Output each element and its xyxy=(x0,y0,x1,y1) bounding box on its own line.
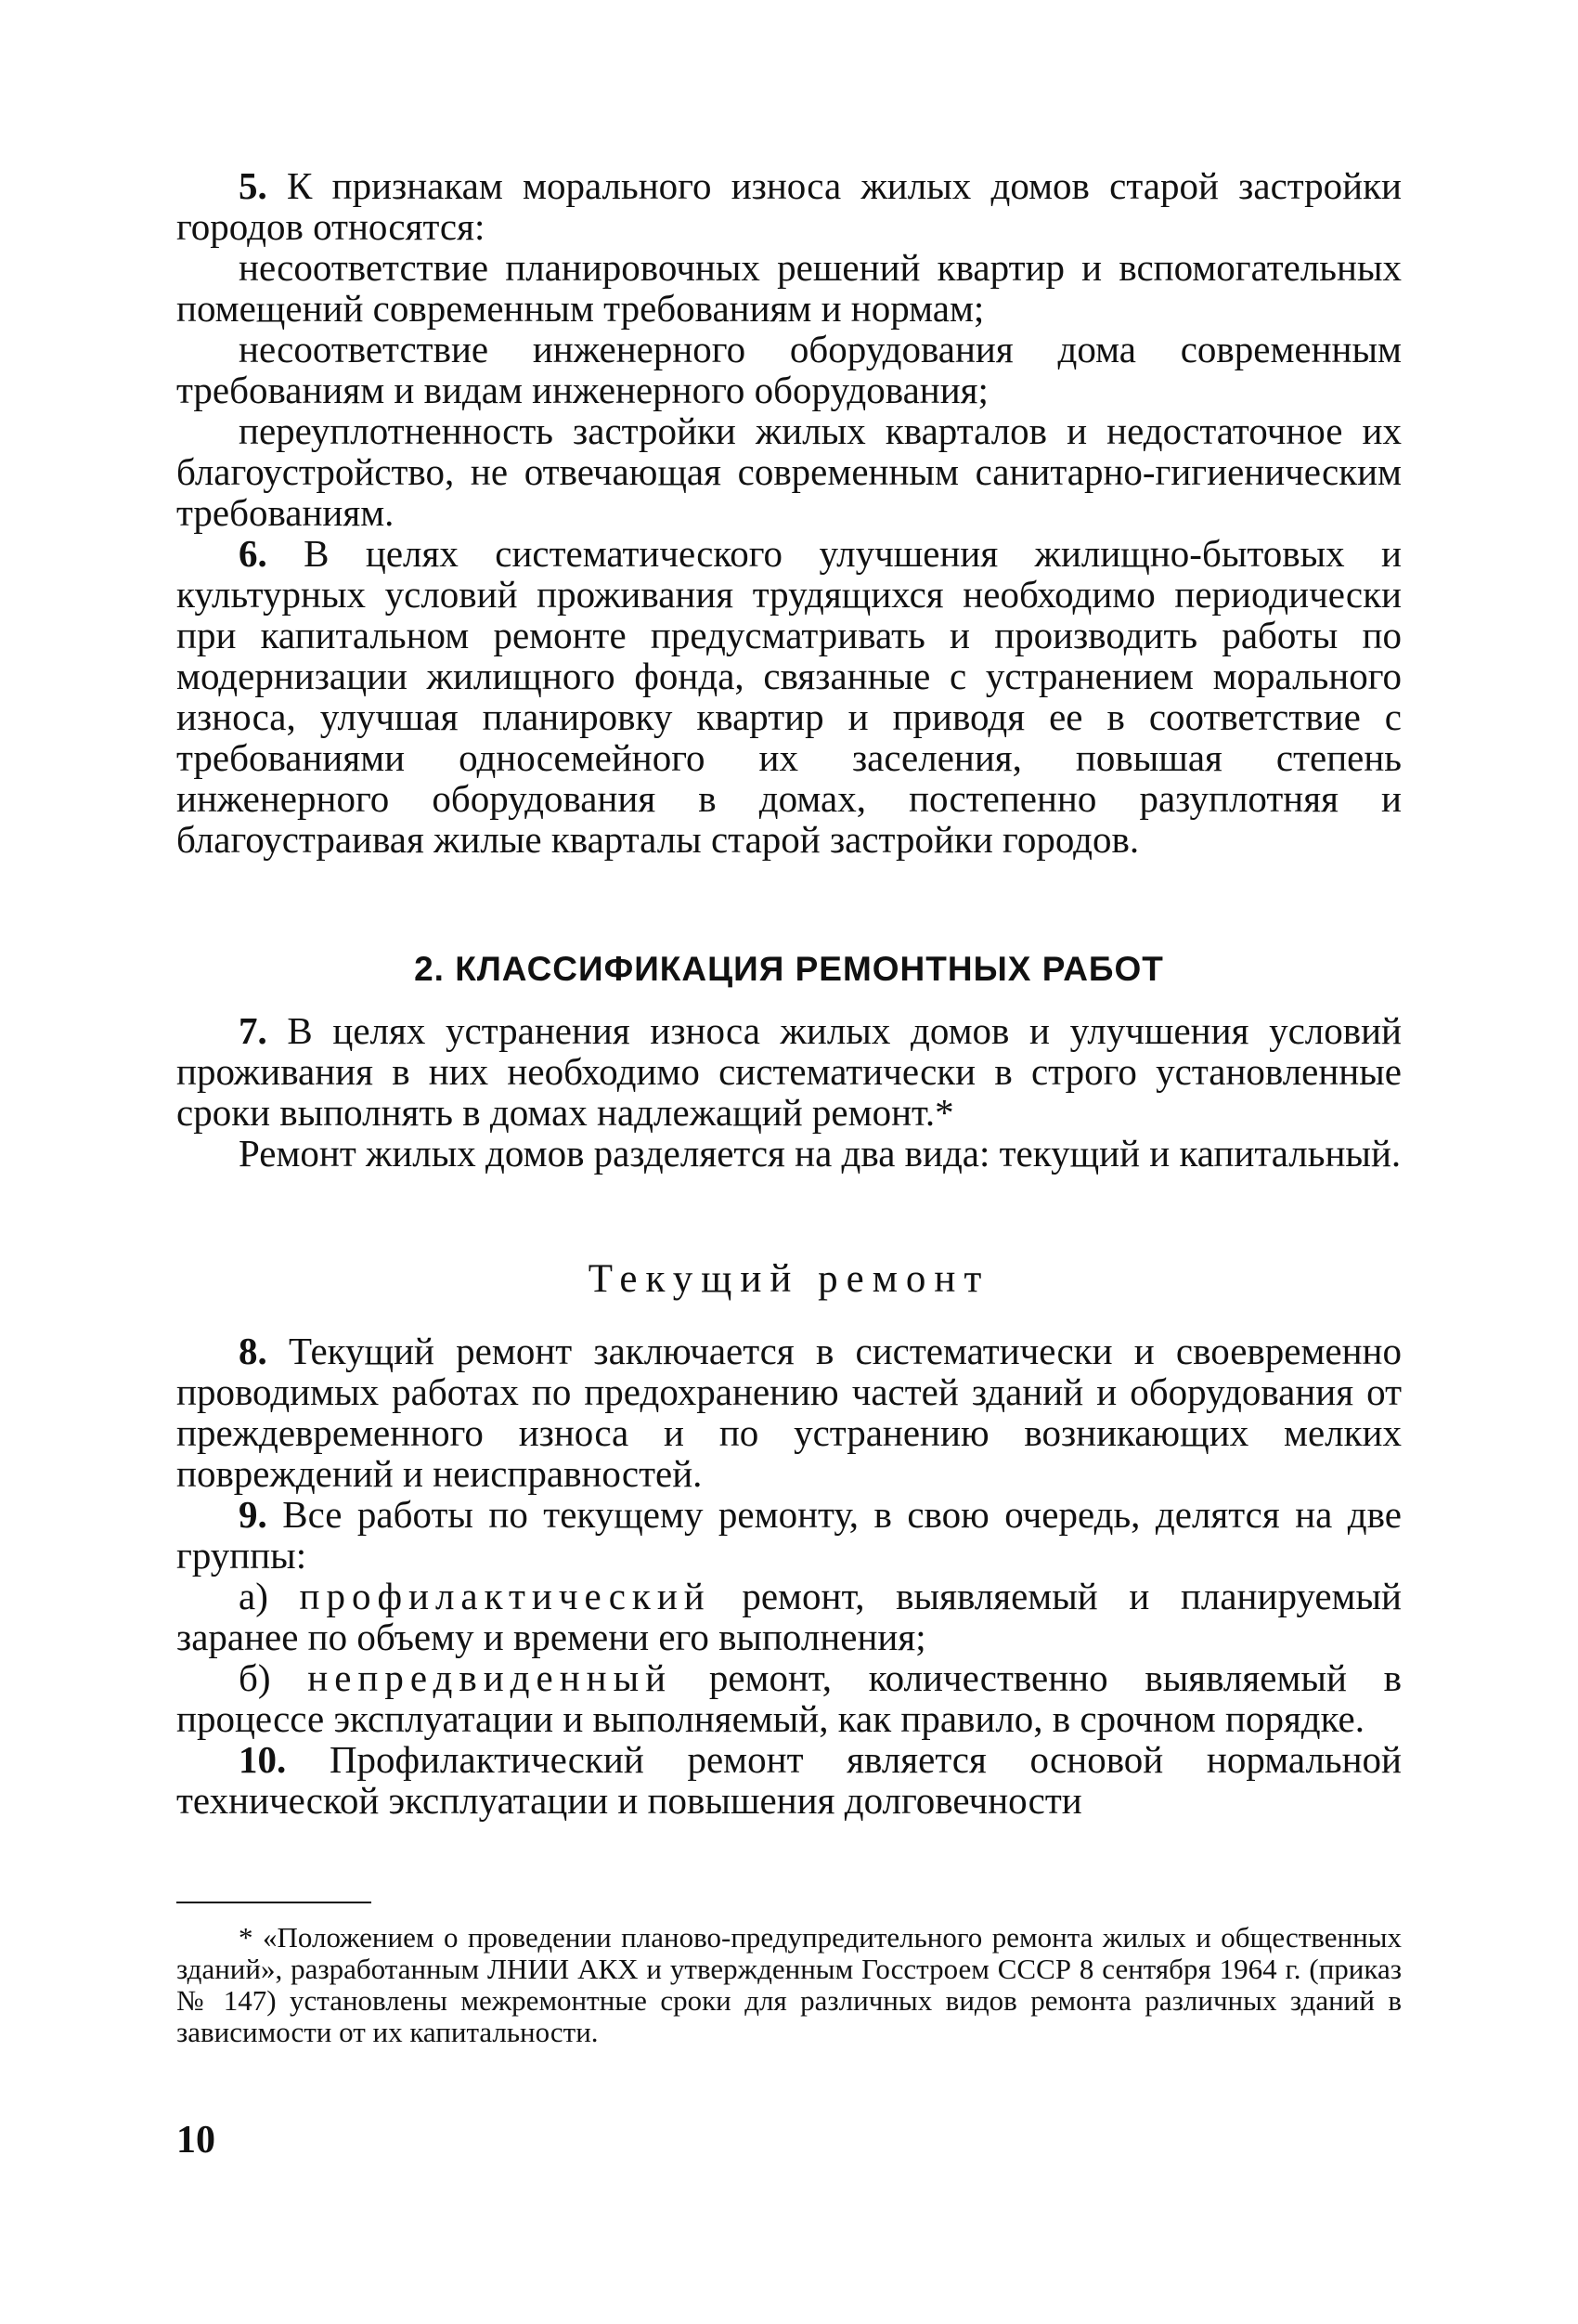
paragraph-number: 8. xyxy=(239,1330,267,1372)
paragraph-7 xyxy=(176,1010,1402,1133)
paragraph-number: 6. xyxy=(239,532,267,575)
paragraph-text: Текущий ремонт заключается в систематически и своевременно проводимых работах по предохранению частей зданий и оборудования от преждевременного износа и по устранению возникающих мелких повреждений и неисправностей. xyxy=(176,1330,1402,1495)
section-heading: 2. КЛАССИФИКАЦИЯ РЕМОНТНЫХ РАБОТ xyxy=(414,950,1164,988)
section-moral-wear xyxy=(176,165,1402,860)
section-heading-block xyxy=(176,949,1402,990)
paragraph-9 xyxy=(176,1494,1402,1576)
list-item-density: переуплотненность застройки жилых кварталов и недостаточное их благоустройство, не отвечающая современным санитарно-гигиеническим требованиям. xyxy=(176,409,1402,534)
section-classification xyxy=(176,1010,1402,1174)
page-number: 10 xyxy=(176,2119,215,2162)
list-item-a xyxy=(176,1576,1402,1657)
section-current-repair xyxy=(176,1331,1402,1821)
paragraph-text: К признакам морального износа жилых домов старой застройки городов относятся: xyxy=(176,164,1402,248)
list-item-b xyxy=(176,1657,1402,1739)
item-term: непредвиденный xyxy=(307,1656,673,1699)
paragraph-text: Все работы по текущему ремонту, в свою очередь, делятся на две группы: xyxy=(176,1493,1402,1577)
paragraph-number: 7. xyxy=(239,1009,267,1052)
paragraph-text: В целях устранения износа жилых домов и улучшения условий проживания в них необходимо систематически в строго установленные сроки выполнять в домах надлежащий ремонт.* xyxy=(176,1009,1402,1134)
paragraph-text: В целях систематического улучшения жилищно-бытовых и культурных условий проживания трудящихся необходимо периодически при капитальном ремонте предусматривать и производить работы по модернизации жилищного фонда, связанные с устранением морального износа, улучшая планировку квартир и приводя ее в соответствие с требованиями односемейного их заселения, повышая степень инженерного оборудования в домах, постепенно разуплотняя и благоустраивая жилые кварталы старой застройки городов. xyxy=(176,532,1402,861)
item-prefix: а) xyxy=(239,1575,300,1617)
paragraph-number: 5. xyxy=(239,164,267,207)
list-item-planning: несоответствие планировочных решений квартир и вспомогательных помещений современным требованиям и нормам; xyxy=(176,246,1402,330)
paragraph-number: 10. xyxy=(239,1738,287,1781)
footnote-divider xyxy=(176,1902,371,1903)
subheading-block xyxy=(176,1257,1402,1302)
paragraph-6 xyxy=(176,533,1402,860)
paragraph-number: 9. xyxy=(239,1493,267,1536)
item-term: профилактический xyxy=(299,1575,711,1617)
item-text: ремонт, количественно выявляемый в процессе эксплуатации и выполняемый, как правило, в срочном порядке. xyxy=(176,1656,1402,1740)
paragraph-8 xyxy=(176,1331,1402,1494)
footnote: * «Положением о проведении планово-предупредительного ремонта жилых и общественных зданий», разработанным ЛНИИ АКХ и утвержденным Госстроем СССР 8 сентября 1964 г. (приказ № 147) установлены межремонтные сроки для различных видов ремонта различных зданий в зависимости от их капитальности. xyxy=(176,1921,1402,2048)
paragraph-10 xyxy=(176,1739,1402,1821)
paragraph-5 xyxy=(176,165,1402,247)
item-prefix: б) xyxy=(239,1656,308,1699)
paragraph-7-continued: Ремонт жилых домов разделяется на два вида: текущий и капитальный. xyxy=(239,1132,1402,1175)
paragraph-text: Профилактический ремонт является основой нормальной технической эксплуатации и повышения долговечности xyxy=(176,1738,1402,1822)
list-item-engineering: несоответствие инженерного оборудования дома современным требованиям и видам инженерного оборудования; xyxy=(176,328,1402,411)
item-text: ремонт, выявляемый и планируемый заранее по объему и времени его выполнения; xyxy=(176,1575,1402,1658)
subheading-current-repair: Текущий ремонт xyxy=(588,1257,990,1301)
